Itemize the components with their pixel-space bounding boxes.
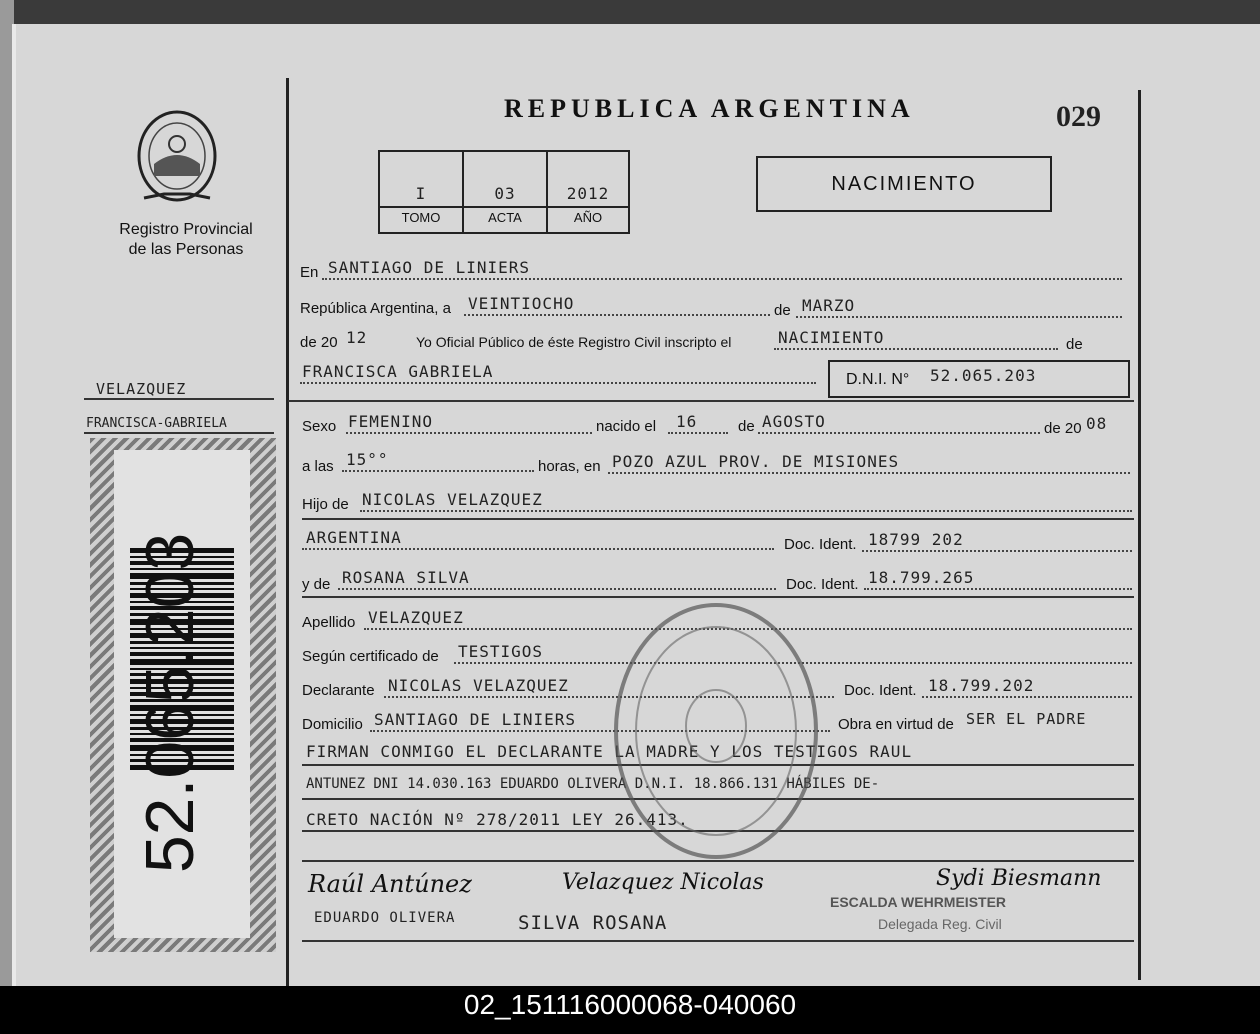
padre-nac-line bbox=[302, 548, 774, 550]
padre-line bbox=[360, 510, 1132, 512]
padre-nacionalidad: ARGENTINA bbox=[306, 528, 402, 547]
mes-value: MARZO bbox=[802, 296, 856, 315]
horas-en-label: horas, en bbox=[538, 458, 601, 475]
nacido-mes: AGOSTO bbox=[762, 412, 826, 431]
doc-ident-label-2: Doc. Ident. bbox=[786, 576, 859, 593]
de-label-3: de bbox=[738, 418, 755, 435]
sexo-line bbox=[346, 432, 592, 434]
barcode-dni-number: 52.065.203 bbox=[132, 532, 208, 874]
nacido-label: nacido el bbox=[596, 418, 657, 435]
official-stamp-icon bbox=[608, 596, 824, 866]
mes-line bbox=[796, 316, 1122, 318]
nacido-anio: 08 bbox=[1086, 414, 1108, 433]
madre-doc-line bbox=[864, 588, 1132, 590]
de20-label-2: de 20 bbox=[1044, 420, 1082, 437]
madre-line bbox=[338, 588, 776, 590]
apellido-value: VELAZQUEZ bbox=[368, 608, 464, 627]
birth-certificate-page bbox=[12, 24, 1260, 986]
yde-label: y de bbox=[302, 576, 331, 593]
hora-line bbox=[342, 470, 534, 472]
anio-label: AÑO bbox=[573, 210, 603, 225]
dni-label: D.N.I. N° bbox=[846, 371, 910, 388]
tomo-value: I bbox=[415, 184, 427, 203]
dni-box bbox=[828, 360, 1130, 398]
padre-value: NICOLAS VELAZQUEZ bbox=[362, 490, 543, 509]
de20-label: de 20 bbox=[300, 334, 338, 351]
signature-nicolas-velazquez: Velazquez Nicolas bbox=[562, 870, 764, 895]
left-frame-line bbox=[286, 78, 289, 988]
domicilio-label: Domicilio bbox=[302, 716, 363, 733]
observaciones-line-2: ANTUNEZ DNI 14.030.163 EDUARDO OLIVERA D.N.I. 18.866.131 HÁBILES DE- bbox=[306, 776, 880, 792]
official-name-stamp: ESCALDA WEHRMEISTER bbox=[830, 894, 1007, 910]
padre-doc: 18799 202 bbox=[868, 530, 964, 549]
signature-official: Sydi Biesmann bbox=[936, 866, 1102, 891]
alas-label: a las bbox=[302, 458, 334, 475]
nacido-dia: 16 bbox=[676, 412, 698, 431]
anio-inscripcion: 12 bbox=[346, 328, 368, 347]
de-label: de bbox=[774, 302, 791, 319]
obra-label: Obra en virtud de bbox=[838, 716, 954, 733]
apellido-label: Apellido bbox=[302, 614, 356, 631]
obra-value: SER EL PADRE bbox=[966, 710, 1087, 728]
anio-value: 2012 bbox=[566, 184, 610, 203]
tomo-label: TOMO bbox=[401, 210, 441, 225]
doc-ident-label-1: Doc. Ident. bbox=[784, 536, 857, 553]
sexo-label: Sexo bbox=[302, 418, 337, 435]
signature-silva-rosana: SILVA ROSANA bbox=[518, 912, 668, 934]
padre-doc-line bbox=[862, 550, 1132, 552]
rule-after-name bbox=[288, 400, 1134, 402]
de-label-2: de bbox=[1066, 336, 1083, 353]
dni-value: 52.065.203 bbox=[930, 366, 1037, 385]
certificate-type-box: NACIMIENTO bbox=[756, 156, 1052, 212]
registro-line2: de las Personas bbox=[128, 241, 244, 258]
madre-doc: 18.799.265 bbox=[868, 568, 975, 587]
republica-label: República Argentina, a bbox=[300, 300, 451, 317]
country-title: REPUBLICA ARGENTINA bbox=[504, 94, 915, 123]
inscripto-line bbox=[774, 348, 1058, 350]
sexo-value: FEMENINO bbox=[348, 412, 434, 431]
certificado-label: Según certificado de bbox=[302, 648, 439, 665]
barcode-label bbox=[90, 438, 276, 952]
hijo-label: Hijo de bbox=[302, 496, 349, 513]
bottom-rule bbox=[302, 940, 1134, 942]
left-given-names: FRANCISCA-GABRIELA bbox=[86, 416, 227, 431]
nombre-value: FRANCISCA GABRIELA bbox=[302, 362, 494, 381]
misiones-seal-icon bbox=[134, 106, 220, 206]
nacido-mes-line bbox=[758, 432, 1040, 434]
en-value: SANTIAGO DE LINIERS bbox=[328, 258, 531, 277]
signature-eduardo-olivera: EDUARDO OLIVERA bbox=[314, 910, 456, 926]
en-label: En bbox=[300, 264, 319, 281]
oficial-label: Yo Oficial Público de éste Registro Civil inscripto el bbox=[416, 334, 732, 350]
registro-line1: Registro Provincial bbox=[119, 221, 253, 238]
observaciones-line-1: FIRMAN CONMIGO EL DECLARANTE LA MADRE Y LOS TESTIGOS RAUL bbox=[306, 742, 913, 761]
right-frame-line bbox=[1138, 90, 1141, 980]
certificado-value: TESTIGOS bbox=[458, 642, 544, 661]
record-box bbox=[378, 150, 630, 234]
image-caption: 02_151116000068-040060 bbox=[0, 986, 1260, 1034]
dia-line bbox=[464, 314, 770, 316]
registro-provincial-label bbox=[96, 220, 276, 260]
doc-ident-label-3: Doc. Ident. bbox=[844, 682, 917, 699]
official-title-stamp: Delegada Reg. Civil bbox=[878, 916, 1002, 932]
inscripto-value: NACIMIENTO bbox=[778, 328, 885, 347]
nacido-dia-line bbox=[668, 432, 728, 434]
lugar-line bbox=[608, 472, 1130, 474]
rule-padre bbox=[302, 518, 1134, 520]
page-number: 029 bbox=[1056, 100, 1101, 133]
madre-value: ROSANA SILVA bbox=[342, 568, 470, 587]
declarante-doc: 18.799.202 bbox=[928, 676, 1035, 695]
lugar-value: POZO AZUL PROV. DE MISIONES bbox=[612, 452, 900, 471]
declarante-label: Declarante bbox=[302, 682, 375, 699]
acta-label: ACTA bbox=[488, 210, 522, 225]
domicilio-value: SANTIAGO DE LINIERS bbox=[374, 710, 577, 729]
signature-raul-antunez: Raúl Antúnez bbox=[308, 870, 472, 898]
left-surname: VELAZQUEZ bbox=[96, 380, 187, 398]
nombre-line bbox=[300, 382, 816, 384]
acta-value: 03 bbox=[494, 184, 516, 203]
observaciones-line-3: CRETO NACIÓN Nº 278/2011 LEY 26.413. bbox=[306, 810, 689, 829]
en-line bbox=[322, 278, 1122, 280]
declarante-doc-line bbox=[922, 696, 1132, 698]
declarante-value: NICOLAS VELAZQUEZ bbox=[388, 676, 569, 695]
left-rule-2 bbox=[84, 432, 274, 434]
dia-value: VEINTIOCHO bbox=[468, 294, 575, 313]
hora-value: 15°° bbox=[346, 450, 389, 469]
left-rule-1 bbox=[84, 398, 274, 400]
